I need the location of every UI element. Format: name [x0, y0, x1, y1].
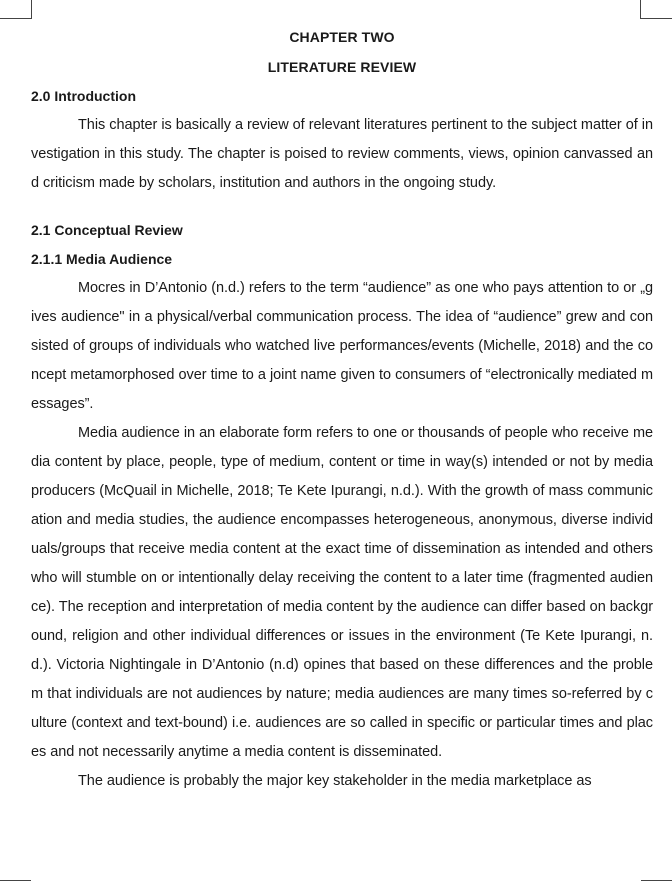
chapter-subtitle: LITERATURE REVIEW — [267, 59, 417, 75]
crop-mark-top-right — [641, 18, 672, 19]
section-heading-media-audience: 2.1.1 Media Audience — [31, 251, 173, 267]
media-audience-paragraph-1: Mocres in D’Antonio (n.d.) refers to the term “audience” as one who pays attention to or „gives audience" in a physical/verbal communication process. The idea of “audience” grew and consisted of groups of individuals who watched live performances/events (Michelle, 2018) and the concept metamorphosed over time to a joint name given to consumers of “electronically mediated messages”. — [31, 280, 653, 412]
crop-mark-top-left — [0, 18, 31, 19]
crop-mark-bottom-left — [0, 880, 31, 881]
media-audience-paragraph-3: The audience is probably the major key stakeholder in the media marketplace as — [78, 773, 592, 789]
chapter-title: CHAPTER TWO — [289, 29, 395, 45]
introduction-paragraph: This chapter is basically a review of relevant literatures pertinent to the subject matter of investigation in this study. The chapter is poised to review comments, views, opinion canvassed and criticism made by scholars, institution and authors in the ongoing study. — [31, 117, 653, 191]
section-heading-conceptual-review: 2.1 Conceptual Review — [31, 222, 183, 238]
crop-mark-top-right-vertical — [640, 0, 641, 19]
document-page — [31, 22, 653, 796]
crop-mark-bottom-right — [641, 880, 672, 881]
section-heading-introduction: 2.0 Introduction — [31, 88, 136, 104]
media-audience-paragraph-2: Media audience in an elaborate form refers to one or thousands of people who receive media content by place, people, type of medium, content or time in way(s) intended or not by media producers (McQuail in Michelle, 2018; Te Kete Ipurangi, n.d.). With the growth of mass communication and media studies, the audience encompasses heterogeneous, anonymous, diverse individuals/groups that receive media content at the exact time of dissemination as intended and others who will stumble on or intentionally delay receiving the content to a later time (fragmented audience). The reception and interpretation of media content by the audience can differ based on background, religion and other individual differences or issues in the environment (Te Kete Ipurangi, n.d.). Victoria Nightingale in D’Antonio (n.d) opines that based on these differences and the problem that individuals are not audiences by nature; media audiences are many times so-referred by culture (context and text-bound) i.e. audiences are so called in specific or particular times and places and not necessarily anytime a media content is disseminated. — [31, 425, 653, 760]
crop-mark-top-left-vertical — [31, 0, 32, 19]
section-gap — [31, 198, 653, 216]
